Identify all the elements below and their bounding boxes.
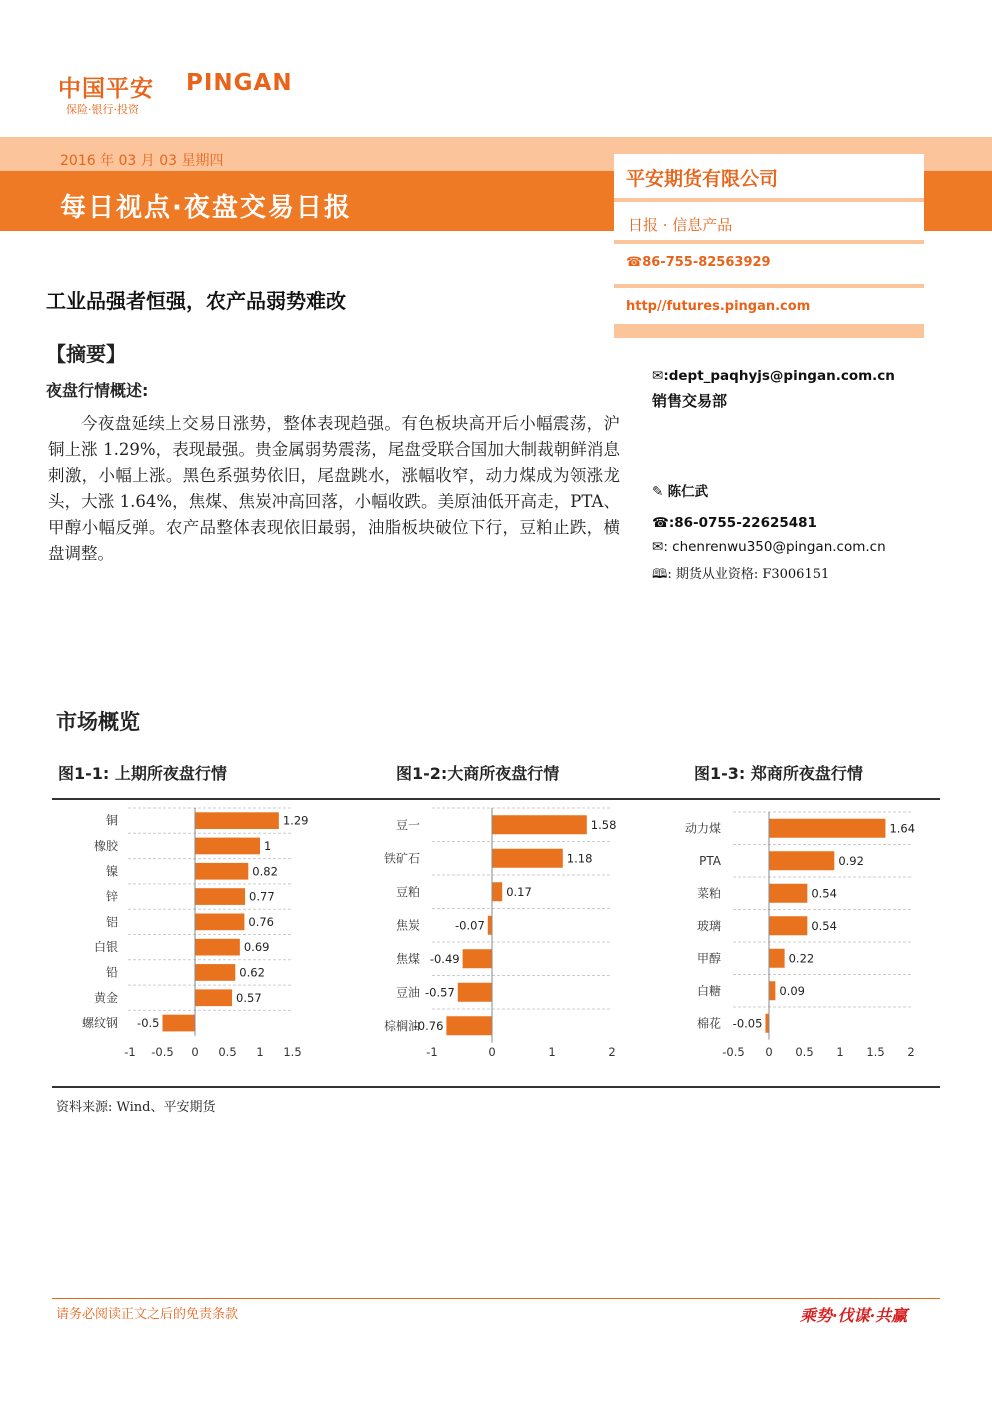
footer-rule	[52, 1298, 940, 1299]
tick-label: 0.5	[795, 1045, 814, 1059]
logo-english: PINGAN	[186, 70, 293, 96]
category-label: 豆一	[395, 817, 420, 832]
value-label: 0.77	[249, 889, 275, 904]
value-label: -0.57	[425, 985, 455, 1000]
tick-label: 1	[256, 1045, 264, 1059]
pen-icon: ✎	[652, 484, 668, 500]
chart-title-czce: 图1-3: 郑商所夜盘行情	[694, 764, 863, 783]
market-overview-heading: 市场概览	[56, 710, 140, 734]
charts-svg	[0, 800, 992, 1080]
chart-title-dce: 图1-2:大商所夜盘行情	[396, 764, 560, 783]
chart-bottom-rule	[52, 1086, 940, 1088]
category-label: PTA	[699, 853, 721, 868]
chart-title-shfe: 图1-1: 上期所夜盘行情	[58, 764, 227, 783]
category-label: 菜粕	[696, 886, 721, 901]
value-label: 0.82	[252, 864, 278, 879]
chart-bar	[769, 949, 785, 968]
report-title: 每日视点·夜盘交易日报	[60, 193, 352, 223]
divider	[614, 284, 924, 288]
chart-bar	[492, 882, 502, 901]
chart-bar	[492, 815, 587, 834]
data-source: 资料来源: Wind、平安期货	[56, 1100, 216, 1115]
company-phone: ☎86-755-82563929	[626, 255, 771, 270]
chart-bar	[492, 849, 563, 868]
chart-dce	[384, 808, 616, 1059]
mail-icon: ✉	[652, 368, 664, 384]
logo-chinese: 中国平安	[58, 76, 154, 102]
department: 销售交易部	[652, 392, 728, 410]
tick-label: 0.5	[218, 1045, 237, 1059]
category-label: 铅	[105, 965, 118, 980]
chart-shfe	[82, 808, 308, 1059]
tick-label: 0	[488, 1045, 496, 1059]
tick-label: 2	[608, 1045, 616, 1059]
chart-bar	[195, 888, 245, 905]
category-label: 锌	[105, 889, 118, 904]
chart-bar	[769, 819, 885, 838]
value-label: -0.5	[137, 1016, 160, 1031]
category-label: 白糖	[696, 983, 721, 998]
tick-label: 1.5	[283, 1045, 302, 1059]
value-label: 0.76	[248, 914, 275, 929]
chart-bar	[458, 983, 492, 1002]
value-label: 1.58	[590, 817, 617, 832]
category-label: 铜	[105, 813, 118, 828]
chart-bar	[195, 964, 235, 981]
chart-bar	[195, 838, 260, 855]
value-label: -0.49	[429, 951, 460, 966]
value-label: 1.29	[282, 813, 309, 828]
category-label: 铁矿石	[383, 851, 420, 866]
chart-bar	[463, 949, 492, 968]
night-market-subheading: 夜盘行情概述:	[46, 381, 149, 400]
tick-label: -0.5	[151, 1045, 174, 1059]
logo-tagline: 保险·银行·投资	[66, 103, 139, 116]
chart-bar	[195, 863, 248, 880]
tick-label: 2	[907, 1045, 915, 1059]
company-name: 平安期货有限公司	[626, 168, 779, 190]
chart-bar	[163, 1015, 196, 1032]
chart-czce	[685, 812, 915, 1059]
chart-bar	[195, 939, 240, 956]
phone-icon: ☎	[652, 515, 669, 531]
category-label: 焦炭	[395, 918, 420, 933]
value-label: -0.76	[413, 1018, 444, 1033]
tick-label: 1.5	[866, 1045, 885, 1059]
category-label: 棕榈油	[383, 1018, 420, 1033]
value-label: 0.54	[811, 886, 837, 901]
category-label: 棉花	[696, 1016, 721, 1031]
tick-label: 0	[191, 1045, 199, 1059]
tick-label: 0	[765, 1045, 773, 1059]
category-label: 动力煤	[684, 821, 721, 836]
company-product-type: 日报 · 信息产品	[628, 216, 733, 234]
tick-label: 1	[836, 1045, 844, 1059]
analyst-phone: ☎:86-0755-22625481	[652, 515, 817, 531]
value-label: 0.57	[236, 990, 262, 1005]
value-label: -0.05	[732, 1016, 763, 1031]
category-label: 铝	[105, 914, 118, 929]
tick-label: -1	[426, 1045, 438, 1059]
category-label: 橡胶	[93, 838, 118, 853]
value-label: 0.22	[788, 951, 815, 966]
chart-bar	[195, 989, 232, 1006]
company-url[interactable]: http//futures.pingan.com	[626, 299, 811, 314]
value-label: 1.64	[889, 821, 916, 836]
book-icon: 🕮	[652, 567, 668, 582]
category-label: 黄金	[93, 990, 118, 1005]
analyst-email[interactable]: ✉: chenrenwu350@pingan.com.cn	[652, 539, 886, 555]
divider	[614, 240, 924, 244]
category-label: 白银	[93, 940, 118, 955]
tick-label: -1	[124, 1045, 136, 1059]
category-label: 螺纹钢	[81, 1016, 118, 1031]
value-label: 0.54	[811, 918, 837, 933]
dept-email[interactable]: ✉:dept_paqhyjs@pingan.com.cn	[652, 368, 895, 384]
chart-bar	[765, 1014, 769, 1033]
tick-label: 1	[548, 1045, 556, 1059]
disclaimer-link[interactable]: 请务必阅读正文之后的免责条款	[56, 1307, 239, 1322]
category-label: 焦煤	[395, 951, 420, 966]
chart-bar	[195, 914, 244, 931]
chart-bar	[195, 812, 279, 829]
chart-bar	[769, 981, 775, 1000]
value-label: 0.69	[243, 940, 270, 955]
value-label: 1.18	[566, 851, 593, 866]
value-label: 0.17	[506, 884, 532, 899]
chart-bar	[446, 1016, 492, 1035]
article-headline: 工业品强者恒强，农产品弱势难改	[46, 289, 346, 313]
category-label: 甲醇	[696, 951, 721, 966]
divider	[614, 324, 924, 338]
category-label: 玻璃	[696, 918, 721, 933]
value-label: 0.92	[838, 853, 864, 868]
value-label: 1	[264, 838, 272, 853]
tick-label: -0.5	[722, 1045, 745, 1059]
category-label: 镍	[105, 864, 118, 879]
value-label: -0.07	[455, 918, 485, 933]
analyst-license: 🕮: 期货从业资格: F3006151	[652, 567, 830, 582]
divider	[614, 198, 924, 202]
summary-paragraph: 今夜盘延续上交易日涨势，整体表现趋强。有色板块高开后小幅震荡，沪铜上涨 1.29%，表现最强。贵金属弱势震荡，尾盘受联合国加大制裁朝鲜消息刺激，小幅上涨。黑色系强势依旧，尾盘跳水，涨幅收窄，动力煤成为领涨龙头，大涨 1.64%，焦煤、焦炭冲高回落，小幅收跌。美原油低开高走，PTA、甲醇小幅反弹。农产品整体表现依旧最弱，油脂板块破位下行，豆粕止跌，横盘调整。	[48, 414, 620, 563]
analyst-name: ✎ 陈仁武	[652, 484, 709, 500]
chart-bar	[488, 916, 492, 935]
value-label: 0.62	[239, 965, 265, 980]
chart-bar	[769, 916, 807, 935]
report-date: 2016 年 03 月 03 星期四	[60, 153, 224, 169]
summary-heading: 【摘要】	[46, 342, 126, 366]
chart-bar	[769, 851, 834, 870]
mail-icon: ✉	[652, 539, 664, 555]
value-label: 0.09	[779, 983, 805, 998]
chart-bar	[769, 884, 807, 903]
category-label: 豆粕	[395, 884, 420, 899]
phone-icon: ☎	[626, 255, 643, 270]
category-label: 豆油	[395, 985, 420, 1000]
company-slogan: 乘势·伐谋·共赢	[800, 1306, 908, 1325]
